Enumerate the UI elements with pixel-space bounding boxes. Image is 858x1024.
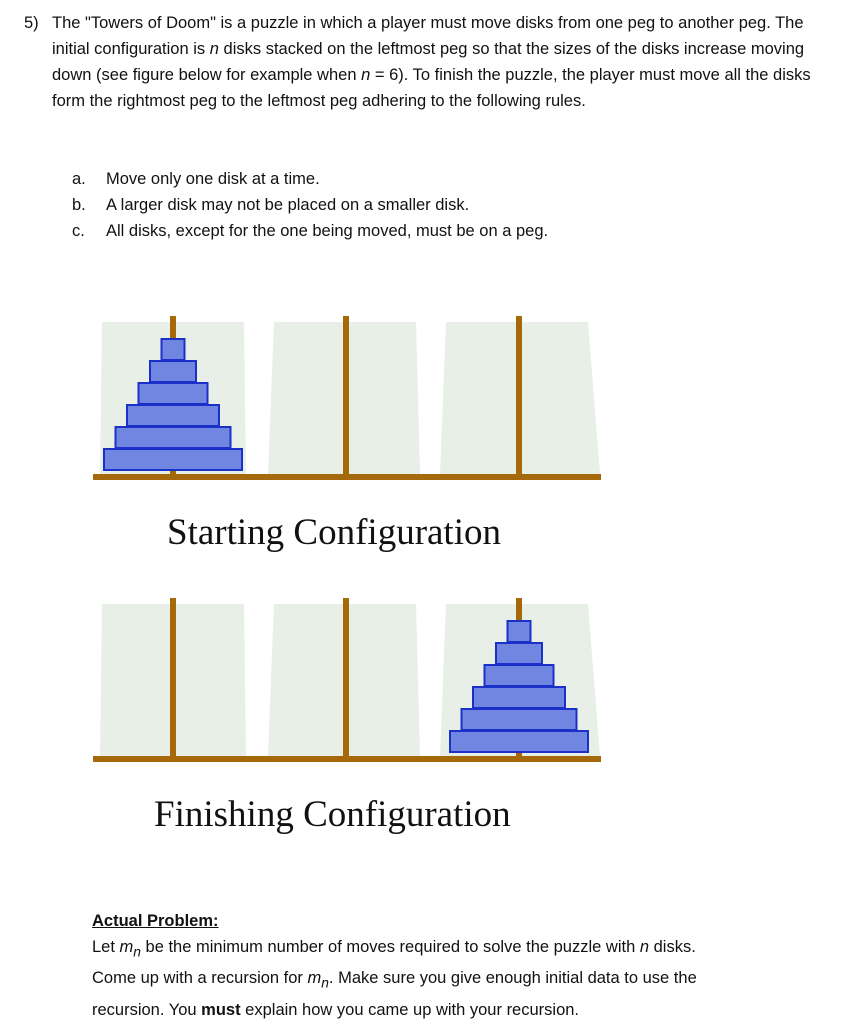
rule-text: A larger disk may not be placed on a smaller disk. [106, 196, 470, 214]
finishing-configuration-figure [93, 598, 601, 762]
intro-part-2: disks stacked on the leftmost peg so that the sizes of the disks increase moving down (see figure below for example when [52, 40, 805, 84]
disk [104, 449, 242, 470]
base-board [93, 474, 601, 480]
disk [485, 665, 554, 686]
intro-part-1: The "Towers of Doom" is a puzzle in which a player must move disks from one peg to another peg. The initial configuration is [52, 14, 804, 58]
disk [473, 687, 565, 708]
actual-line-1: Let $m_n$ be the minimum number of moves required to solve the puzzle with n disks. [92, 938, 696, 960]
var-n: n [209, 40, 219, 58]
disk [139, 383, 208, 404]
var-n: n [361, 66, 371, 84]
peg [516, 316, 522, 474]
disk [162, 339, 185, 360]
disk [496, 643, 542, 664]
rule-text: All disks, except for the one being moved, must be on a peg. [106, 222, 549, 240]
base-board [93, 756, 601, 762]
peg [343, 598, 349, 756]
starting-configuration-figure [93, 316, 601, 480]
rule-label: a. [72, 170, 86, 188]
actual-problem [92, 908, 832, 1023]
rule-label: c. [72, 222, 85, 240]
disk [116, 427, 231, 448]
rule-text: Move only one disk at a time. [106, 170, 320, 188]
disk [150, 361, 196, 382]
var-m: m [119, 938, 134, 956]
starting-caption: Starting Configuration [167, 512, 501, 553]
actual-line-2: Come up with a recursion for $m_n$. Make sure you give enough initial data to use the [92, 969, 697, 991]
actual-problem-heading: Actual Problem: [92, 912, 219, 930]
peg [343, 316, 349, 474]
actual-line-3: recursion. You must explain how you came up with your recursion. [92, 1000, 580, 1019]
question-number: 5) [24, 14, 39, 32]
disk [508, 621, 531, 642]
peg [170, 598, 176, 756]
finishing-caption: Finishing Configuration [154, 794, 511, 835]
disk [462, 709, 577, 730]
disk [127, 405, 219, 426]
rule-label: b. [72, 196, 86, 214]
must-bold: must [201, 1000, 241, 1019]
disk [450, 731, 588, 752]
var-m: m [307, 969, 322, 988]
intro-part-3: = 6). To finish the puzzle, the player must move all the disks form the rightmost peg to the leftmost peg adhering to the following rules. [52, 66, 811, 110]
